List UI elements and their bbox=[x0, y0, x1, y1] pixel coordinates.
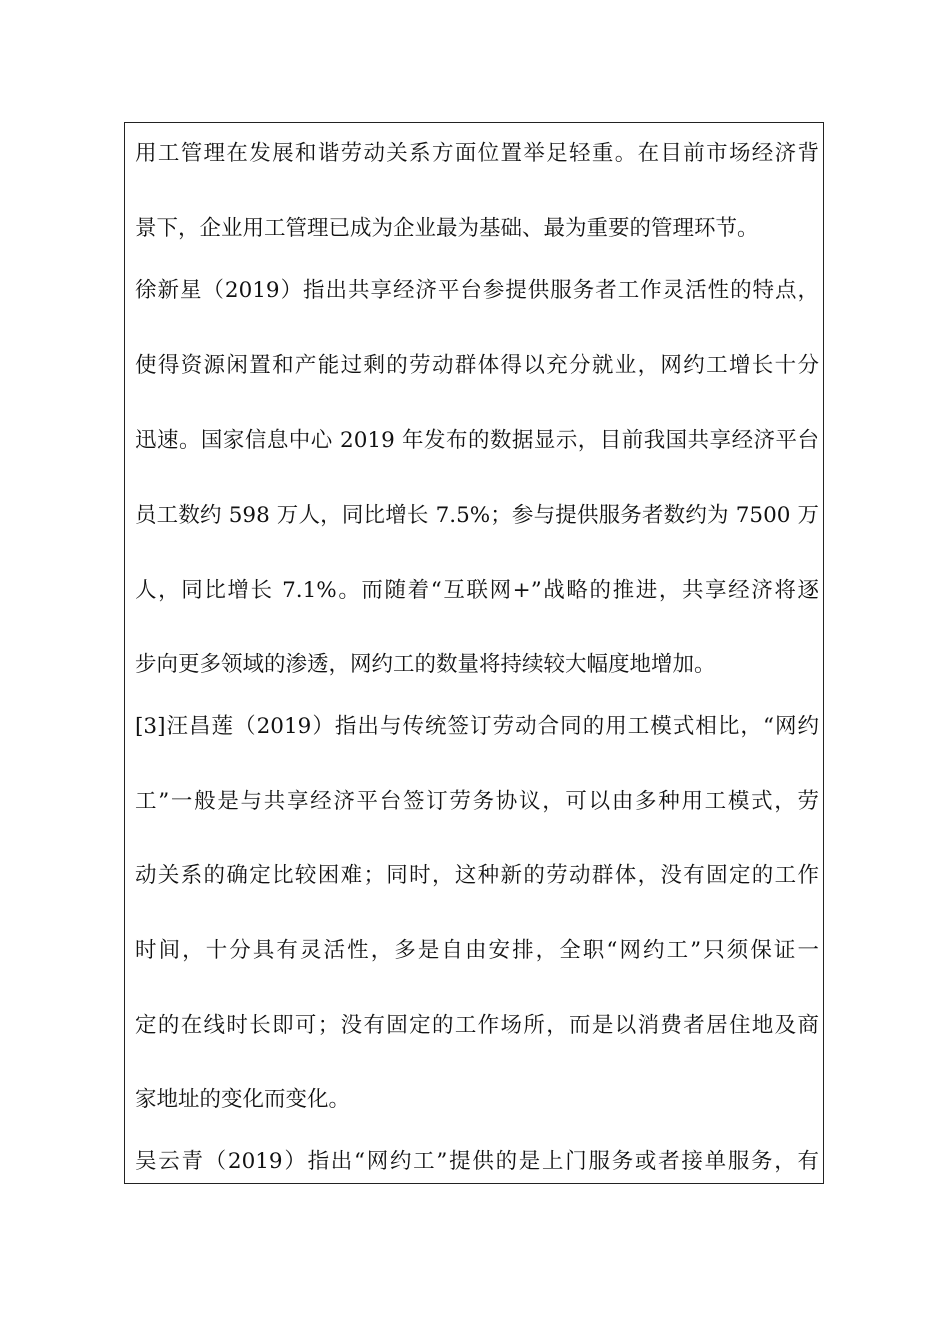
text-line: 用工管理在发展和谐劳动关系方面位置举足轻重。在目前市场经济背 bbox=[135, 141, 819, 166]
text-line: 动关系的确定比较困难；同时，这种新的劳动群体，没有固定的工作 bbox=[135, 863, 819, 888]
text-line: 步向更多领域的渗透，网约工的数量将持续较大幅度地增加。 bbox=[135, 652, 716, 677]
text-line: 徐新星（2019）指出共享经济平台参提供服务者工作灵活性的特点， bbox=[135, 278, 819, 303]
text-line: 定的在线时长即可；没有固定的工作场所，而是以消费者居住地及商 bbox=[135, 1013, 819, 1038]
page-border-frame bbox=[124, 122, 824, 1184]
text-line: [3]汪昌莲（2019）指出与传统签订劳动合同的用工模式相比，“网约 bbox=[135, 714, 819, 739]
text-line: 员工数约 598 万人，同比增长 7.5%；参与提供服务者数约为 7500 万 bbox=[135, 503, 819, 528]
text-line: 使得资源闲置和产能过剩的劳动群体得以充分就业，网约工增长十分 bbox=[135, 353, 819, 378]
text-line: 迅速。国家信息中心 2019 年发布的数据显示，目前我国共享经济平台 bbox=[135, 428, 819, 453]
text-line: 工”一般是与共享经济平台签订劳务协议，可以由多种用工模式，劳 bbox=[135, 789, 819, 814]
text-line: 家地址的变化而变化。 bbox=[135, 1087, 351, 1112]
text-line: 吴云青（2019）指出“网约工”提供的是上门服务或者接单服务，有 bbox=[135, 1149, 819, 1174]
text-line: 景下，企业用工管理已成为企业最为基础、最为重要的管理环节。 bbox=[135, 216, 759, 241]
text-line: 时间，十分具有灵活性，多是自由安排，全职“网约工”只须保证一 bbox=[135, 938, 819, 963]
text-line: 人，同比增长 7.1%。而随着“互联网+”战略的推进，共享经济将逐 bbox=[135, 578, 819, 603]
